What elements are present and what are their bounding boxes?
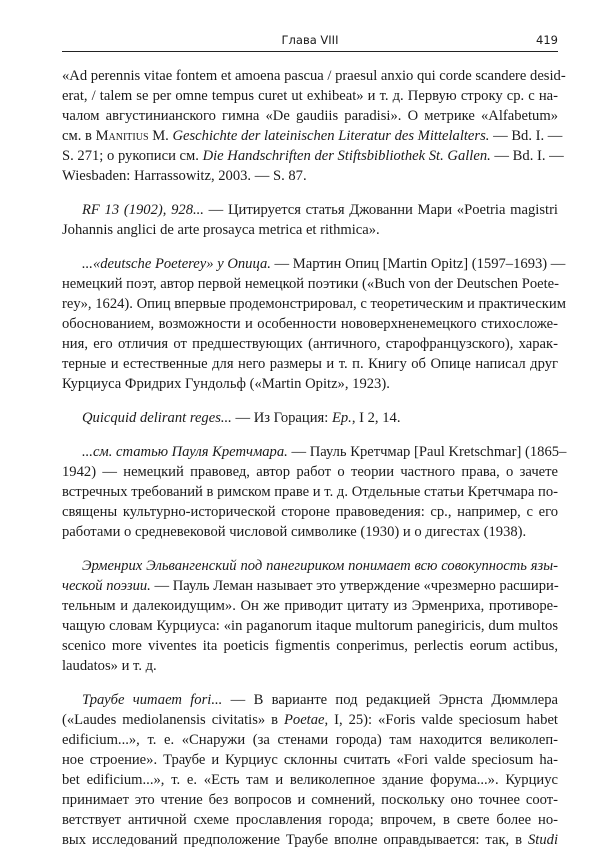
text-segment: — Из Горация: xyxy=(231,410,332,426)
page-body xyxy=(62,66,567,850)
page-number: 419 xyxy=(536,33,558,47)
text-line xyxy=(62,576,558,596)
italic-text: ...см. статью Пауля Кретчмара. xyxy=(82,444,288,460)
text-segment: священы культурно-исторической стороне правоведения: ср., например, с его xyxy=(62,504,558,520)
text-line xyxy=(62,616,558,636)
italic-text: Poetae xyxy=(283,712,325,728)
text-segment: терные и естественные для него размеры и т. п. Книгу об Опице написал друг xyxy=(62,356,558,372)
text-segment: — Bd. I. — xyxy=(490,148,564,164)
italic-text: Траубе читает fori... xyxy=(82,692,223,708)
text-segment: работами о средневековой числовой символике (1930) и о дигестах (1938). xyxy=(62,524,527,540)
text-segment: — Мартин Опиц [Martin Opitz] (1597–1693) — xyxy=(270,256,566,272)
text-line xyxy=(62,556,558,576)
text-line xyxy=(62,200,558,220)
text-line xyxy=(62,254,566,274)
italic-text: Эрменрих Эльвангенский под панегириком понимает всю совокупность язы- xyxy=(82,558,558,574)
text-line xyxy=(62,294,566,314)
commentary-paragraph xyxy=(62,408,558,428)
text-line xyxy=(62,66,566,86)
text-segment: Wiesbaden: Harrassowitz, 2003. — S. 87. xyxy=(62,168,307,184)
text-line xyxy=(62,730,558,750)
text-line xyxy=(62,314,558,334)
italic-text: ческой поэзии. xyxy=(62,578,151,594)
text-segment: , I, 25): «Foris valde speciosum habet xyxy=(324,712,558,728)
small-caps-text: Manitius xyxy=(95,128,149,144)
text-line xyxy=(62,750,558,770)
italic-text: Ep. xyxy=(331,410,352,426)
text-segment: — Пауль Кретчмар [Paul Kretschmar] (1865– xyxy=(287,444,567,460)
text-line xyxy=(62,502,558,522)
text-line xyxy=(62,274,558,294)
text-segment: — Цитируется статья Джованни Мари «Poetria magistri xyxy=(203,202,558,218)
text-segment: чалом августинианского гимна «De gaudiis paradisi». О метрике «Alfabetum» xyxy=(62,108,558,124)
text-segment: ния, его отличия от предшествующих (античного, старофранцузского), харак- xyxy=(62,336,558,352)
text-line xyxy=(62,220,558,240)
text-segment: тельным и далекоидущим». Он же приводит цитату из Эрменриха, противоре- xyxy=(62,598,558,614)
text-line xyxy=(62,636,558,656)
text-line xyxy=(62,656,558,676)
text-segment: Курциуса Фридрих Гундольф («Martin Opitz», 1923). xyxy=(62,376,390,392)
text-line xyxy=(62,126,563,146)
text-line xyxy=(62,408,558,428)
text-line xyxy=(62,596,558,616)
text-segment: принимает это чтение без вопросов и сомнений, поскольку оно точнее соот- xyxy=(62,792,558,808)
text-segment: «Ad perennis vitae fontem et amoena pascua / praesul anxio qui corde scandere desid- xyxy=(62,68,566,84)
text-line xyxy=(62,462,558,482)
text-line xyxy=(62,790,558,810)
text-segment: M. xyxy=(148,128,173,144)
italic-text: Die Handschriften der Stiftsbibliothek St. Gallen. xyxy=(202,148,491,164)
text-segment: («Laudes mediolanensis civitatis» в xyxy=(62,712,284,728)
text-line xyxy=(62,522,558,542)
chapter-title: Глава VIII xyxy=(281,33,339,47)
italic-text: Quicquid delirant reges... xyxy=(82,410,232,426)
text-segment: вых исследований предположение Траубе вполне оправдывается: так, в xyxy=(62,832,528,848)
text-segment: laudatos» и т. д. xyxy=(62,658,157,674)
text-segment: немецкий поэт, автор первой немецкой поэтики («Buch von der Deutschen Poete- xyxy=(62,276,560,292)
text-segment: см. в xyxy=(62,128,96,144)
text-line xyxy=(62,690,558,710)
text-line xyxy=(62,770,558,790)
running-header xyxy=(62,31,558,52)
commentary-paragraph xyxy=(62,442,567,542)
commentary-paragraph xyxy=(62,556,558,676)
text-line xyxy=(62,442,567,462)
text-segment: Johannis anglici de arte prosayca metrica et rithmica». xyxy=(62,222,380,238)
text-segment: edificium...», т. е. «Снаружи (за стенами города) там находится великолеп- xyxy=(62,732,558,748)
text-segment: 1942) — немецкий правовед, автор работ о теории частного права, о зачете xyxy=(62,464,558,480)
text-segment: — В варианте под редакцией Эрнста Дюммлера xyxy=(222,692,558,708)
text-segment: scenico more viventes ita poeticis figmentis conperimus, perlectis eorum actibus, xyxy=(62,638,558,654)
text-segment: rey», 1624). Опиц впервые продемонстрировал, с теоретическим и практическим xyxy=(62,296,566,312)
text-segment: встречных требований в римском праве и т. д. Отдельные статьи Кретчмара по- xyxy=(62,484,558,500)
text-line xyxy=(62,354,558,374)
text-segment: — Bd. I. — xyxy=(489,128,563,144)
text-segment: S. 271; о рукописи см. xyxy=(62,148,203,164)
text-segment: чащую словам Курциуса: «in paganorum itaque multorum panegiricis, dum multos xyxy=(62,618,558,634)
text-segment: ветствует античной схеме прославления города; впрочем, в свете более но- xyxy=(62,812,558,828)
text-line xyxy=(62,374,558,394)
italic-text: ...«deutsche Poeterey» у Опица. xyxy=(82,256,271,272)
text-line xyxy=(62,334,558,354)
text-line xyxy=(62,106,558,126)
italic-text: Geschichte der lateinischen Literatur des Mittelalters. xyxy=(172,128,490,144)
commentary-paragraph xyxy=(62,254,566,394)
text-segment: bet edificium...», т. е. «Есть там и великолепное здание форума...». Курциус xyxy=(62,772,558,788)
text-line xyxy=(62,810,558,830)
text-segment: erat, / talem se per omne tempus curet ut exhibeat» и т. д. Первую строку ср. с на- xyxy=(62,88,558,104)
commentary-paragraph xyxy=(62,66,566,186)
italic-text: Studi xyxy=(528,832,558,848)
text-line xyxy=(62,830,558,850)
text-segment: обоснованием, возможности и особенности нововерхненемецкого стихосложе- xyxy=(62,316,558,332)
text-line xyxy=(62,710,558,730)
text-segment: ное строение». Траубе и Курциус склонны считать «Fori valde speciosum ha- xyxy=(62,752,558,768)
commentary-paragraph xyxy=(62,200,558,240)
italic-text: RF 13 (1902), 928... xyxy=(82,202,204,218)
text-line xyxy=(62,166,558,186)
text-segment: — Пауль Леман называет это утверждение «чрезмерно расшири- xyxy=(150,578,559,594)
text-line xyxy=(62,482,558,502)
text-line xyxy=(62,146,564,166)
text-line xyxy=(62,86,558,106)
commentary-paragraph xyxy=(62,690,558,850)
text-segment: , I 2, 14. xyxy=(351,410,401,426)
